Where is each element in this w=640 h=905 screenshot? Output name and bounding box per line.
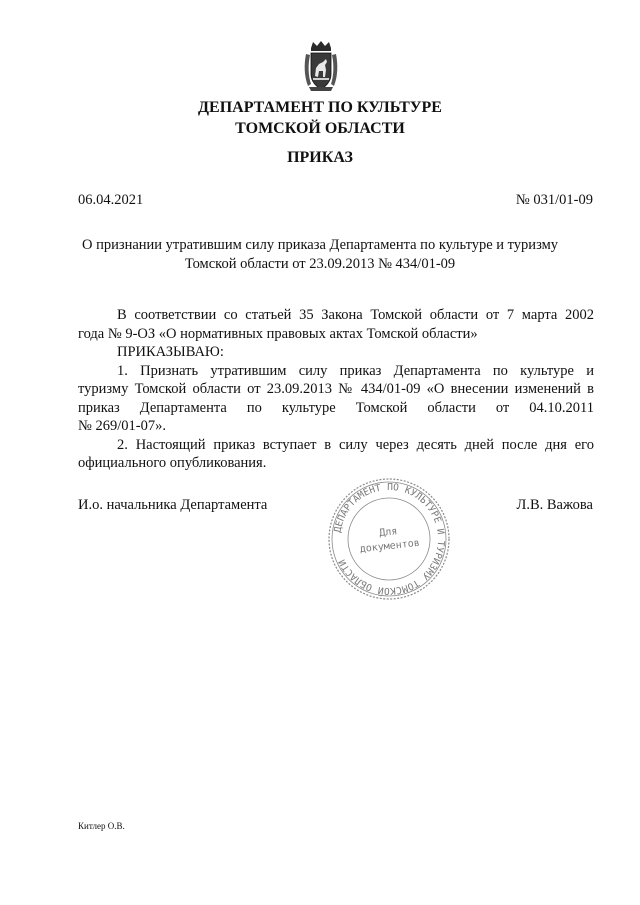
- department-title-line1: ДЕПАРТАМЕНТ ПО КУЛЬТУРЕ: [198, 99, 442, 116]
- item2-line1: 2. Настоящий приказ вступает в силу через десять дней после дня его: [117, 436, 594, 453]
- department-title-line2: ТОМСКОЙ ОБЛАСТИ: [235, 120, 405, 137]
- tomsk-coat-of-arms-icon: [303, 40, 339, 92]
- document-date: 06.04.2021: [78, 192, 144, 208]
- executor-name: Китлер О.В.: [78, 821, 125, 831]
- item2-line2: официального опубликования.: [78, 455, 267, 471]
- subject-line2: Томской области от 23.09.2013 № 434/01-09: [184, 256, 456, 272]
- signatory-name: Л.В. Важова: [516, 497, 593, 513]
- body-para1-line2: года № 9-ОЗ «О нормативных правовых актах Томской области»: [78, 325, 478, 342]
- order-word: ПРИКАЗЫВАЮ:: [117, 344, 224, 360]
- item1-line1: 1. Признать утратившим силу приказ Департамента по культуре и: [117, 362, 594, 379]
- official-seal-stamp: [325, 475, 453, 603]
- item1-line3: приказ Департамента по культуре Томской области от 04.10.2011: [78, 399, 594, 416]
- order-body: [78, 306, 594, 473]
- subject-line1: О признании утратившим силу приказа Департамента по культуре и туризму: [81, 237, 559, 253]
- body-para1-line1: В соответствии со статьей 35 Закона Томской области от 7 марта 2002: [117, 307, 594, 323]
- document-number: № 031/01-09: [515, 192, 593, 208]
- seal-ring-text: ДЕПАРТАМЕНТ ПО КУЛЬТУРЕ И ТУРИЗМУ ТОМСКОЙ ОБЛАСТИ: [332, 481, 447, 597]
- seal-center-line1: Для: [378, 526, 398, 539]
- item1-line4: № 269/01-07».: [78, 418, 166, 434]
- seal-center-line2: документов: [359, 537, 421, 556]
- document-type: ПРИКАЗ: [287, 149, 353, 166]
- item1-line2: туризму Томской области от 23.09.2013 № 434/01-09 «О внесении изменений в: [78, 381, 594, 397]
- signatory-role: И.о. начальника Департамента: [78, 497, 268, 513]
